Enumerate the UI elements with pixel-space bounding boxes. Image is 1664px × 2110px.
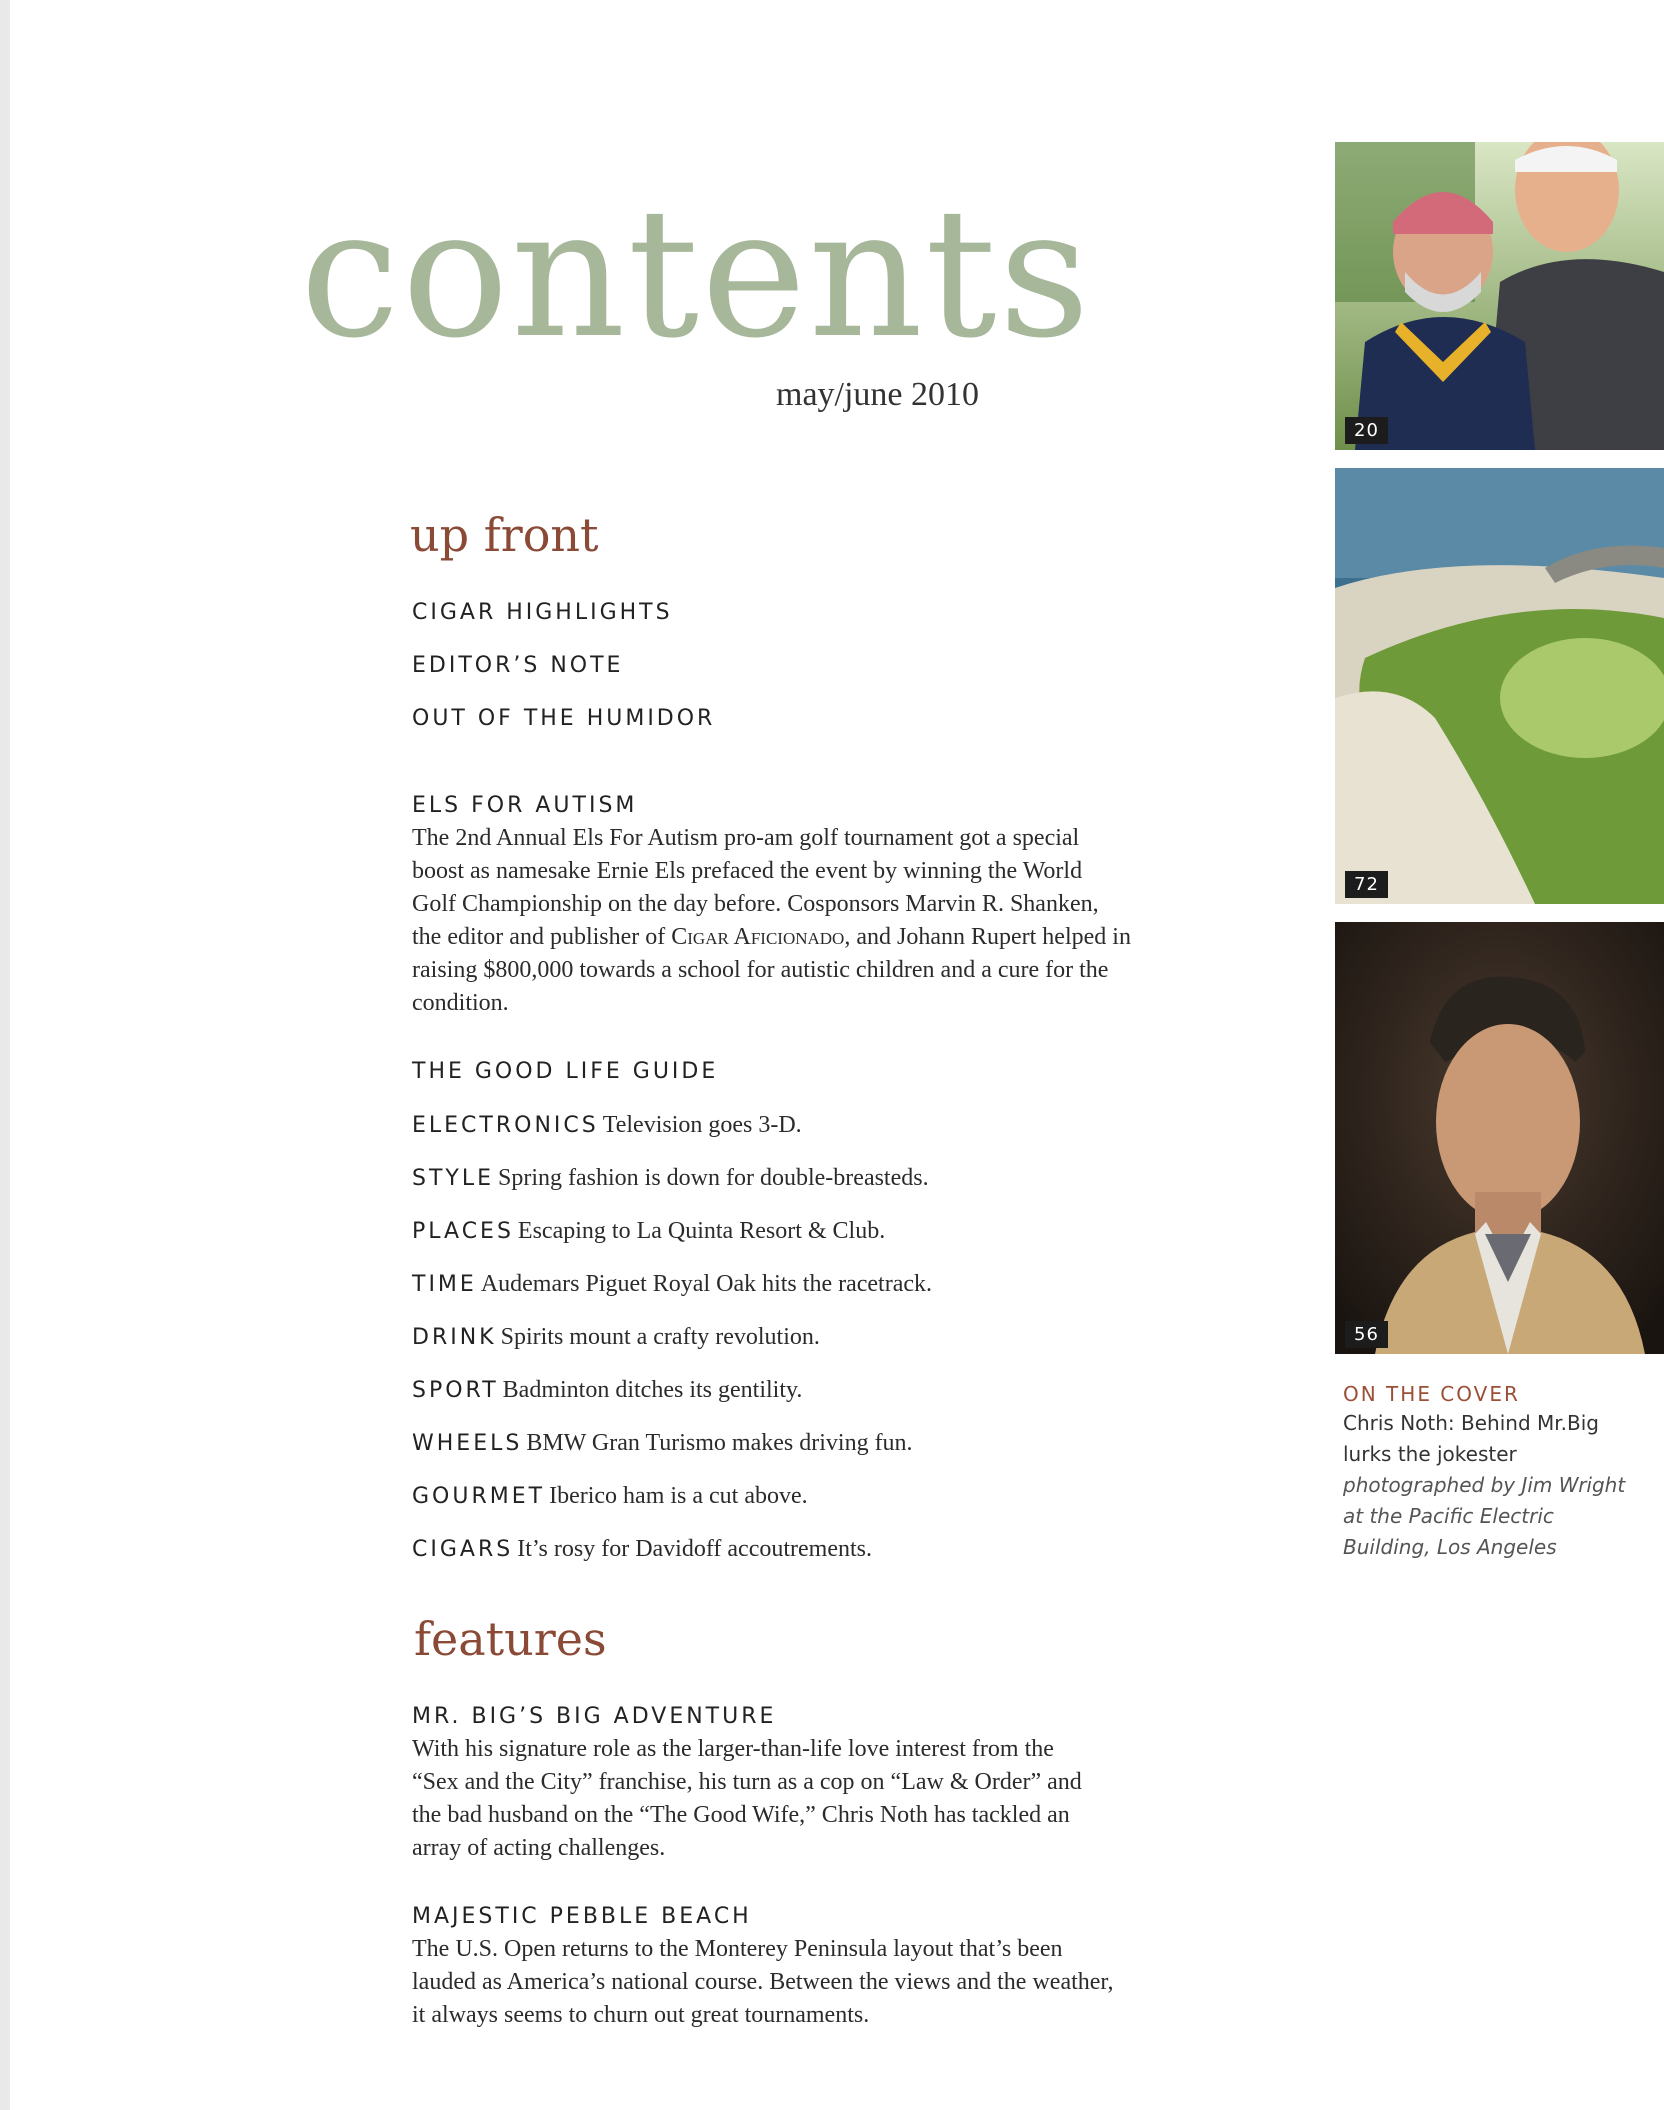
golfers-photo-icon xyxy=(1335,142,1664,450)
entry-heading: MR. BIG’S BIG ADVENTURE xyxy=(412,1704,777,1729)
photo-page-number: 72 xyxy=(1345,871,1388,898)
photo-golfers[interactable] xyxy=(1335,142,1664,450)
issue-date: may/june 2010 xyxy=(776,376,980,413)
section-features: features xyxy=(414,1612,607,1666)
entry-heading: EDITOR’S NOTE xyxy=(412,653,624,678)
entry-heading: WHEELS BMW Gran Turismo makes driving fun. xyxy=(412,1430,913,1456)
entry-heading: THE GOOD LIFE GUIDE xyxy=(412,1059,719,1084)
entry-summary: The 2nd Annual Els For Autism pro-am golf tournament got a special boost as namesake Ernie Els prefaced the event by winning the World Golf Championship on the day before. Cosponsors Marvin R. Shanken, the editor and publisher of Cigar Aficionado, and Johann Rupert helped in raising $800,000 towards a school for autistic children and a cure for the condition. xyxy=(412,825,1131,1016)
entry-heading: GOURMET Iberico ham is a cut above. xyxy=(412,1483,808,1509)
cover-photo-credit: photographed by Jim Wright at the Pacific Electric Building, Los Angeles xyxy=(1343,1473,1626,1559)
entry-heading: CIGAR HIGHLIGHTS xyxy=(412,600,673,625)
entry-summary: With his signature role as the larger-than-life love interest from the “Sex and the City” franchise, his turn as a cop on “Law & Order” and the bad husband on the “The Good Wife,” Chris Noth has tackled an array of acting challenges. xyxy=(412,1736,1082,1861)
photo-page-number: 56 xyxy=(1345,1321,1388,1348)
entry-heading: CIGARS It’s rosy for Davidoff accoutrements. xyxy=(412,1536,872,1562)
magazine-name: Cigar Aficionado xyxy=(671,924,845,950)
entry-heading: DRINK Spirits mount a crafty revolution. xyxy=(412,1324,820,1350)
photo-page-number: 20 xyxy=(1345,417,1388,444)
entry-heading: MAJESTIC PEBBLE BEACH xyxy=(412,1904,752,1929)
entry-heading: ELECTRONICS Television goes 3-D. xyxy=(412,1112,802,1138)
entry-summary: The U.S. Open returns to the Monterey Peninsula layout that’s been lauded as America’s national course. Between the views and the weather, it always seems to churn out great tournaments. xyxy=(412,1936,1114,2028)
photo-golf-course[interactable] xyxy=(1335,468,1664,904)
cover-description: Chris Noth: Behind Mr.Big lurks the jokester xyxy=(1343,1411,1599,1466)
entry-heading: PLACES Escaping to La Quinta Resort & Club. xyxy=(412,1218,886,1244)
portrait-photo-icon xyxy=(1335,922,1664,1354)
cover-heading: ON THE COVER xyxy=(1343,1382,1520,1406)
entry-heading: TIME Audemars Piguet Royal Oak hits the racetrack. xyxy=(412,1271,933,1297)
photo-portrait[interactable] xyxy=(1335,922,1664,1354)
page-edge xyxy=(0,0,10,2110)
entry-heading: OUT OF THE HUMIDOR xyxy=(412,706,716,731)
entry-heading: STYLE Spring fashion is down for double-breasteds. xyxy=(412,1165,929,1191)
section-up-front: up front xyxy=(410,508,599,562)
page-title: contents xyxy=(300,170,1092,377)
entry-heading: SPORT Badminton ditches its gentility. xyxy=(412,1377,803,1403)
entry-heading: ELS FOR AUTISM xyxy=(412,793,638,818)
golf-course-photo-icon xyxy=(1335,468,1664,904)
